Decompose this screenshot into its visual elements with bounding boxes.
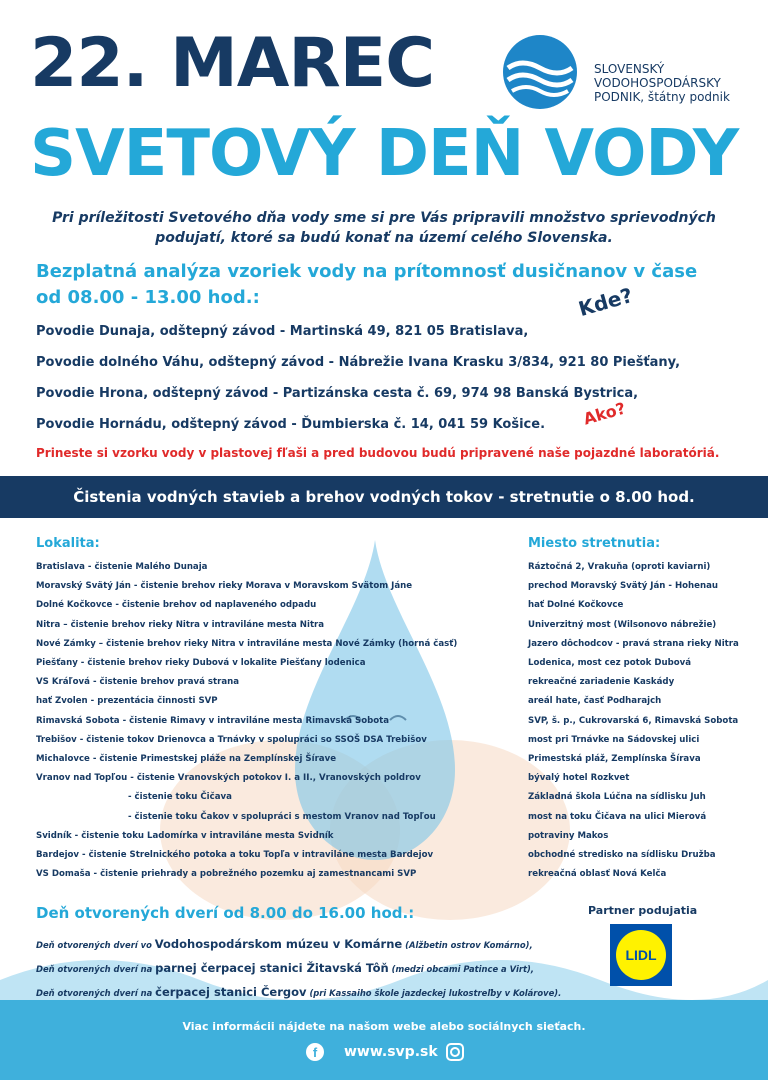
cleanup-banner: Čistenia vodných stavieb a brehov vodných tokov - stretnutie o 8.00 hod.	[0, 476, 768, 518]
open-day-heading: Deň otvorených dverí od 8.00 do 16.00 hod.:	[36, 904, 415, 922]
meeting-item: bývalý hotel Rozkvet	[528, 773, 630, 784]
locality-item: Dolné Kočkovce - čistenie brehov od naplaveného odpadu	[36, 600, 317, 611]
footer-info: Viac informácii nájdete na našom webe alebo sociálnych sieťach.	[182, 1020, 586, 1033]
facebook-icon[interactable]	[306, 1043, 324, 1061]
locality-item: VS Domaša - čistenie priehrady a pobrežného pozemku aj zamestnancami SVP	[36, 869, 417, 880]
meeting-item: Ráztočná 2, Vrakuňa (oproti kaviarni)	[528, 562, 711, 572]
meeting-item: rekreačná oblasť Nová Kelča	[528, 869, 667, 880]
locality-item: - čistenie toku Čičava	[128, 792, 232, 803]
footer-bar	[0, 1000, 768, 1080]
partner-label: Partner podujatia	[588, 904, 698, 917]
locality-item: Vranov nad Topľou - čistenie Vranovských potokov I. a II., Vranovských poldrov	[36, 773, 421, 784]
locality-item: Rimavská Sobota - čistenie Rimavy v intraviláne mesta Rimavská Sobota	[36, 715, 390, 726]
locality-item: Piešťany - čistenie brehov rieky Dubová v lokalite Piešťany lodenica	[36, 658, 366, 668]
locality-header: Lokalita:	[36, 536, 100, 551]
meeting-item: prechod Moravský Svätý Ján - Hohenau	[528, 581, 719, 592]
locality-item: Nitra – čistenie brehov rieky Nitra v intraviláne mesta Nitra	[36, 619, 325, 630]
meeting-item: rekreačné zariadenie Kaskády	[528, 677, 675, 688]
analysis-time: od 08.00 - 13.00 hod.:	[36, 287, 260, 308]
open-day-row: Deň otvorených dverí vo Vodohospodárskom múzeu v Komárne (Alžbetin ostrov Komárno),	[36, 937, 533, 951]
open-day-row: Deň otvorených dverí na parnej čerpacej stanici Žitavská Tôň (medzi obcami Patince a Virt),	[36, 961, 534, 975]
intro-text: Pri príležitosti Svetového dňa vody sme si pre Vás pripravili množstvo sprievodných podujatí, ktoré sa budú konať na území celého Slovenska.	[52, 210, 716, 246]
meeting-item: SVP, š. p., Cukrovarská 6, Rimavská Sobota	[528, 715, 739, 726]
meeting-header: Miesto stretnutia:	[528, 536, 661, 551]
location-item: Povodie Dunaja, odštepný závod - Martinská 49, 821 05 Bratislava,	[36, 324, 529, 339]
meeting-item: Lodenica, most cez potok Dubová	[528, 658, 692, 668]
meeting-item: Základná škola Lúčna na sídlisku Juh	[528, 792, 706, 803]
title-main: SVETOVÝ DEŇ VODY	[30, 117, 739, 191]
locality-item: hať Zvolen - prezentácia činnosti SVP	[36, 696, 218, 707]
org-name: SLOVENSKÝ VODOHOSPODÁRSKY PODNIK, štátny podnik	[594, 62, 730, 104]
locality-item: Nové Zámky – čistenie brehov rieky Nitra v intraviláne mesta Nové Zámky (horná časť)	[36, 638, 458, 649]
locality-item: Bratislava - čistenie Malého Dunaja	[36, 562, 208, 572]
svp-logo-icon	[502, 34, 578, 110]
website-link[interactable]: www.svp.sk	[344, 1044, 438, 1060]
locality-item: Trebišov - čistenie tokov Drienovca a Trnávky v spolupráci so SSOŠ DSA Trebišov	[36, 734, 427, 745]
locality-item: Bardejov - čistenie Strelnického potoka a toku Topľa v intraviláne mesta Bardejov	[36, 850, 434, 860]
meeting-item: Primestská pláž, Zemplínska Šírava	[528, 754, 701, 764]
meeting-item: most pri Trnávke na Sádovskej ulici	[528, 734, 700, 745]
locality-item: - čistenie toku Čakov v spolupráci s mestom Vranov nad Topľou	[128, 811, 436, 822]
meeting-item: areál hate, časť Podharajch	[528, 696, 662, 707]
lidl-logo-icon	[610, 924, 672, 986]
location-item: Povodie dolného Váhu, odštepný závod - Nábrežie Ivana Krasku 3/834, 921 80 Piešťany,	[36, 355, 681, 370]
meeting-item: potraviny Makos	[528, 830, 609, 841]
svg-text:f: f	[312, 1045, 318, 1060]
location-item: Povodie Hornádu, odštepný závod - Ďumbierska č. 14, 041 59 Košice.	[36, 417, 546, 432]
locality-item: Moravský Svätý Ján - čistenie brehov rieky Morava v Moravskom Svätom Jáne	[36, 581, 413, 592]
title-date: 22. MAREC	[30, 24, 435, 103]
location-item: Povodie Hrona, odštepný závod - Partizánska cesta č. 69, 974 98 Banská Bystrica,	[36, 386, 639, 401]
meeting-item: hať Dolné Kočkovce	[528, 600, 624, 611]
lidl-logo-text: LIDL	[625, 947, 657, 963]
kde-label: Kde?	[575, 282, 636, 322]
open-day-row: Deň otvorených dverí na čerpacej stanici Čergov (pri Kassaiho škole jazdeckej lukostreľby v Kolárove).	[36, 985, 562, 999]
locality-item: VS Kráľová - čistenie brehov pravá strana	[36, 677, 240, 688]
meeting-item: obchodné stredisko na sídlisku Družba	[528, 850, 716, 860]
meeting-item: Univerzitný most (Wilsonovo nábrežie)	[528, 619, 717, 630]
meeting-item: Jazero dôchodcov - pravá strana rieky Nitra	[528, 638, 739, 649]
notice-text: Prineste si vzorku vody v plastovej fľaši a pred budovou budú pripravené naše pojazdné laboratóriá.	[36, 446, 720, 460]
analysis-heading: Bezplatná analýza vzoriek vody na prítomnosť dusičnanov v čase	[36, 261, 698, 282]
locality-item: Svidník - čistenie toku Ladomírka v intraviláne mesta Svidník	[36, 830, 334, 841]
locality-item: Michalovce - čistenie Primestskej pláže na Zemplínskej Šírave	[36, 754, 337, 764]
meeting-item: most na toku Čičava na ulici Mierová	[528, 811, 707, 822]
instagram-icon[interactable]	[446, 1043, 464, 1061]
ako-label: Ako?	[581, 398, 628, 429]
